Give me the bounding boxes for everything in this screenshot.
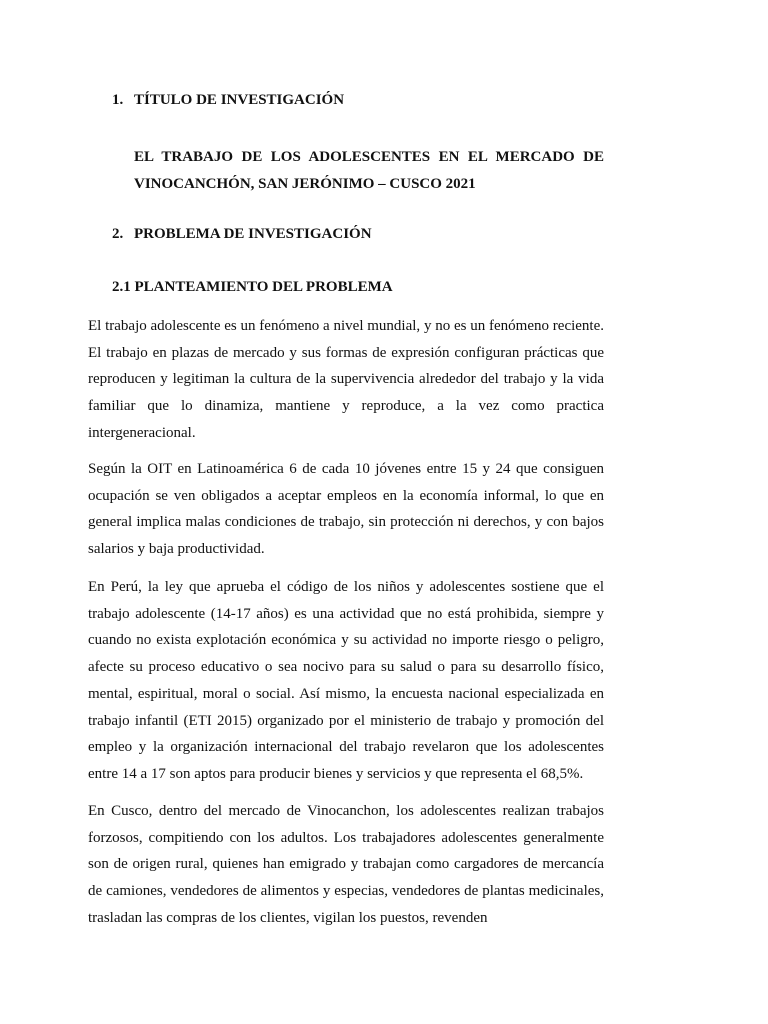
- paragraph-3: En Perú, la ley que aprueba el código de los niños y adolescentes sostiene que el trabajo adolescente (14-17 años) es una actividad que no está prohibida, siempre y cuando no exista explotación económica y su actividad no importe riesgo o peligro, afecte su proceso educativo o sea nocivo para su salud o para su desarrollo físico, mental, espiritual, moral o social. Así mismo, la encuesta nacional especializada en trabajo infantil (ETI 2015) organizado por el ministerio de trabajo y promoción del empleo y la organización internacional del trabajo revelaron que los adolescentes entre 14 a 17 son aptos para producir bienes y servicios y que representa el 68,5%.: [88, 579, 604, 782]
- section-2-heading: [112, 224, 372, 244]
- section-2-number: 2.: [112, 226, 124, 242]
- research-title: EL TRABAJO DE LOS ADOLESCENTES EN EL MERCADO DE VINOCANCHÓN, SAN JERÓNIMO – CUSCO 2021: [134, 149, 604, 192]
- paragraph-1: El trabajo adolescente es un fenómeno a nivel mundial, y no es un fenómeno reciente. El trabajo en plazas de mercado y sus formas de expresión configuran prácticas que reproducen y legitiman la cultura de la supervivencia alrededor del trabajo y la vida familiar que lo dinamiza, mantiene y reproduce, a la vez como practica intergeneracional.: [88, 318, 604, 441]
- section-1-heading-text: TÍTULO DE INVESTIGACIÓN: [134, 92, 345, 108]
- section-1-number: 1.: [112, 92, 124, 108]
- paragraph-2: Según la OIT en Latinoamérica 6 de cada 10 jóvenes entre 15 y 24 que consiguen ocupación se ven obligados a aceptar empleos en la economía informal, lo que en general implica malas condiciones de trabajo, sin protección ni derechos, y con bajos salarios y baja productividad.: [88, 461, 604, 558]
- section-2-heading-text: PROBLEMA DE INVESTIGACIÓN: [134, 226, 372, 242]
- section-2-1-heading: 2.1 PLANTEAMIENTO DEL PROBLEMA: [112, 279, 393, 295]
- section-1-heading: [112, 90, 344, 110]
- paragraph-4: En Cusco, dentro del mercado de Vinocanchon, los adolescentes realizan trabajos forzosos, compitiendo con los adultos. Los trabajadores adolescentes generalmente son de origen rural, quienes han emigrado y trabajan como cargadores de mercancía de camiones, vendedores de alimentos y especias, vendedores de plantas medicinales, trasladan las compras de los clientes, vigilan los puestos, revenden: [88, 803, 604, 926]
